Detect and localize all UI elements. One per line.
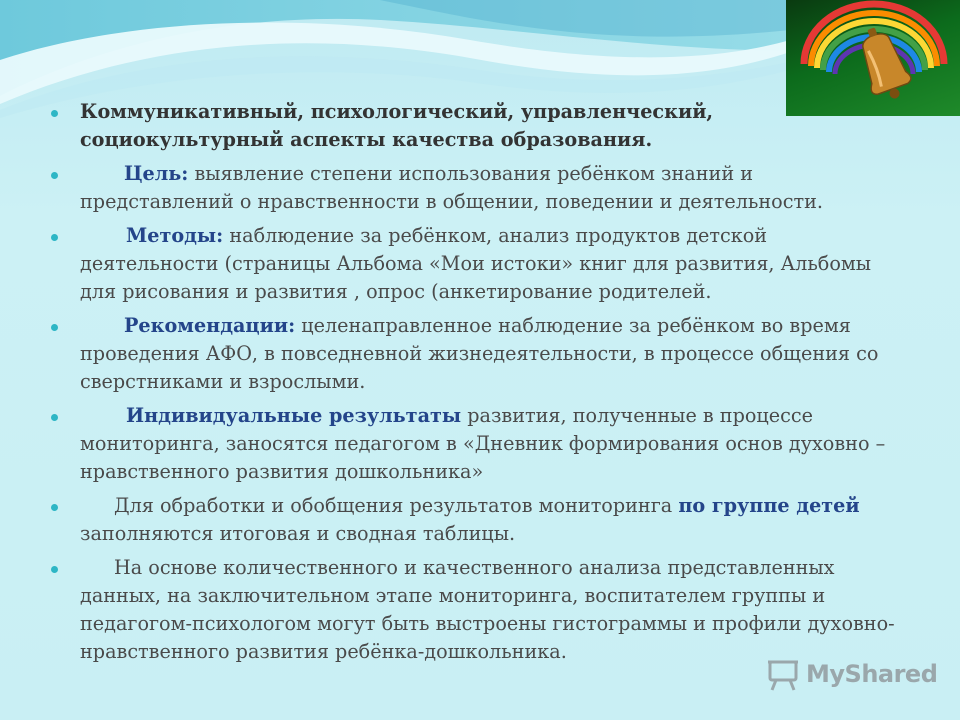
presentation-board-icon: [766, 658, 800, 692]
list-item-goal: [48, 160, 908, 216]
processing-text-pre: Для обработки и обобщения результатов мониторинга: [114, 494, 673, 517]
list-item-processing: [48, 492, 908, 548]
processing-text-post: заполняются итоговая и сводная таблицы.: [80, 522, 516, 545]
aspects-heading: Коммуникативный, психологический, управленческий, социокультурный аспекты качества образования.: [80, 100, 714, 151]
list-item-recommendations: [48, 312, 908, 396]
results-label: Индивидуальные результаты: [126, 404, 462, 427]
goal-label: Цель:: [124, 162, 189, 185]
results-text: развития, полученные в процессе мониторинга, заносятся педагогом в «Дневник формирования основ духовно – нравственного развития дошкольника»: [80, 404, 886, 483]
methods-label: Методы:: [126, 224, 224, 247]
bullet-dot: [51, 234, 58, 241]
bullet-list: [48, 98, 908, 672]
bullet-dot: [51, 504, 58, 511]
list-item-analysis: [48, 554, 908, 666]
analysis-text: На основе количественного и качественного анализа представленных данных, на заключительном этапе мониторинга, воспитателем группы и педагогом-психологом могут быть выстроены гистограммы и профили духовно-нравственного развития ребёнка-дошкольника.: [80, 556, 895, 663]
watermark-text: MyShared: [806, 660, 938, 688]
list-item-methods: [48, 222, 908, 306]
methods-text: наблюдение за ребёнком, анализ продуктов детской деятельности (страницы Альбома «Мои истоки» книг для развития, Альбомы для рисования и развития , опрос (анкетирование родителей.: [80, 224, 872, 303]
bullet-dot: [51, 414, 58, 421]
list-item-aspects: [48, 98, 908, 154]
bullet-dot: [51, 324, 58, 331]
myshared-watermark: [766, 656, 936, 696]
goal-text: выявление степени использования ребёнком знаний и представлений о нравственности в общении, поведении и деятельности.: [80, 162, 823, 213]
list-item-results: [48, 402, 908, 486]
recommendations-label: Рекомендации:: [124, 314, 296, 337]
bullet-dot: [51, 566, 58, 573]
bullet-dot: [51, 172, 58, 179]
bullet-dot: [51, 110, 58, 117]
recommendations-text: целенаправленное наблюдение за ребёнком во время проведения АФО, в повседневной жизнедеятельности, в процессе общения со сверстниками и взрослыми.: [80, 314, 879, 393]
processing-label: по группе детей: [678, 494, 860, 517]
